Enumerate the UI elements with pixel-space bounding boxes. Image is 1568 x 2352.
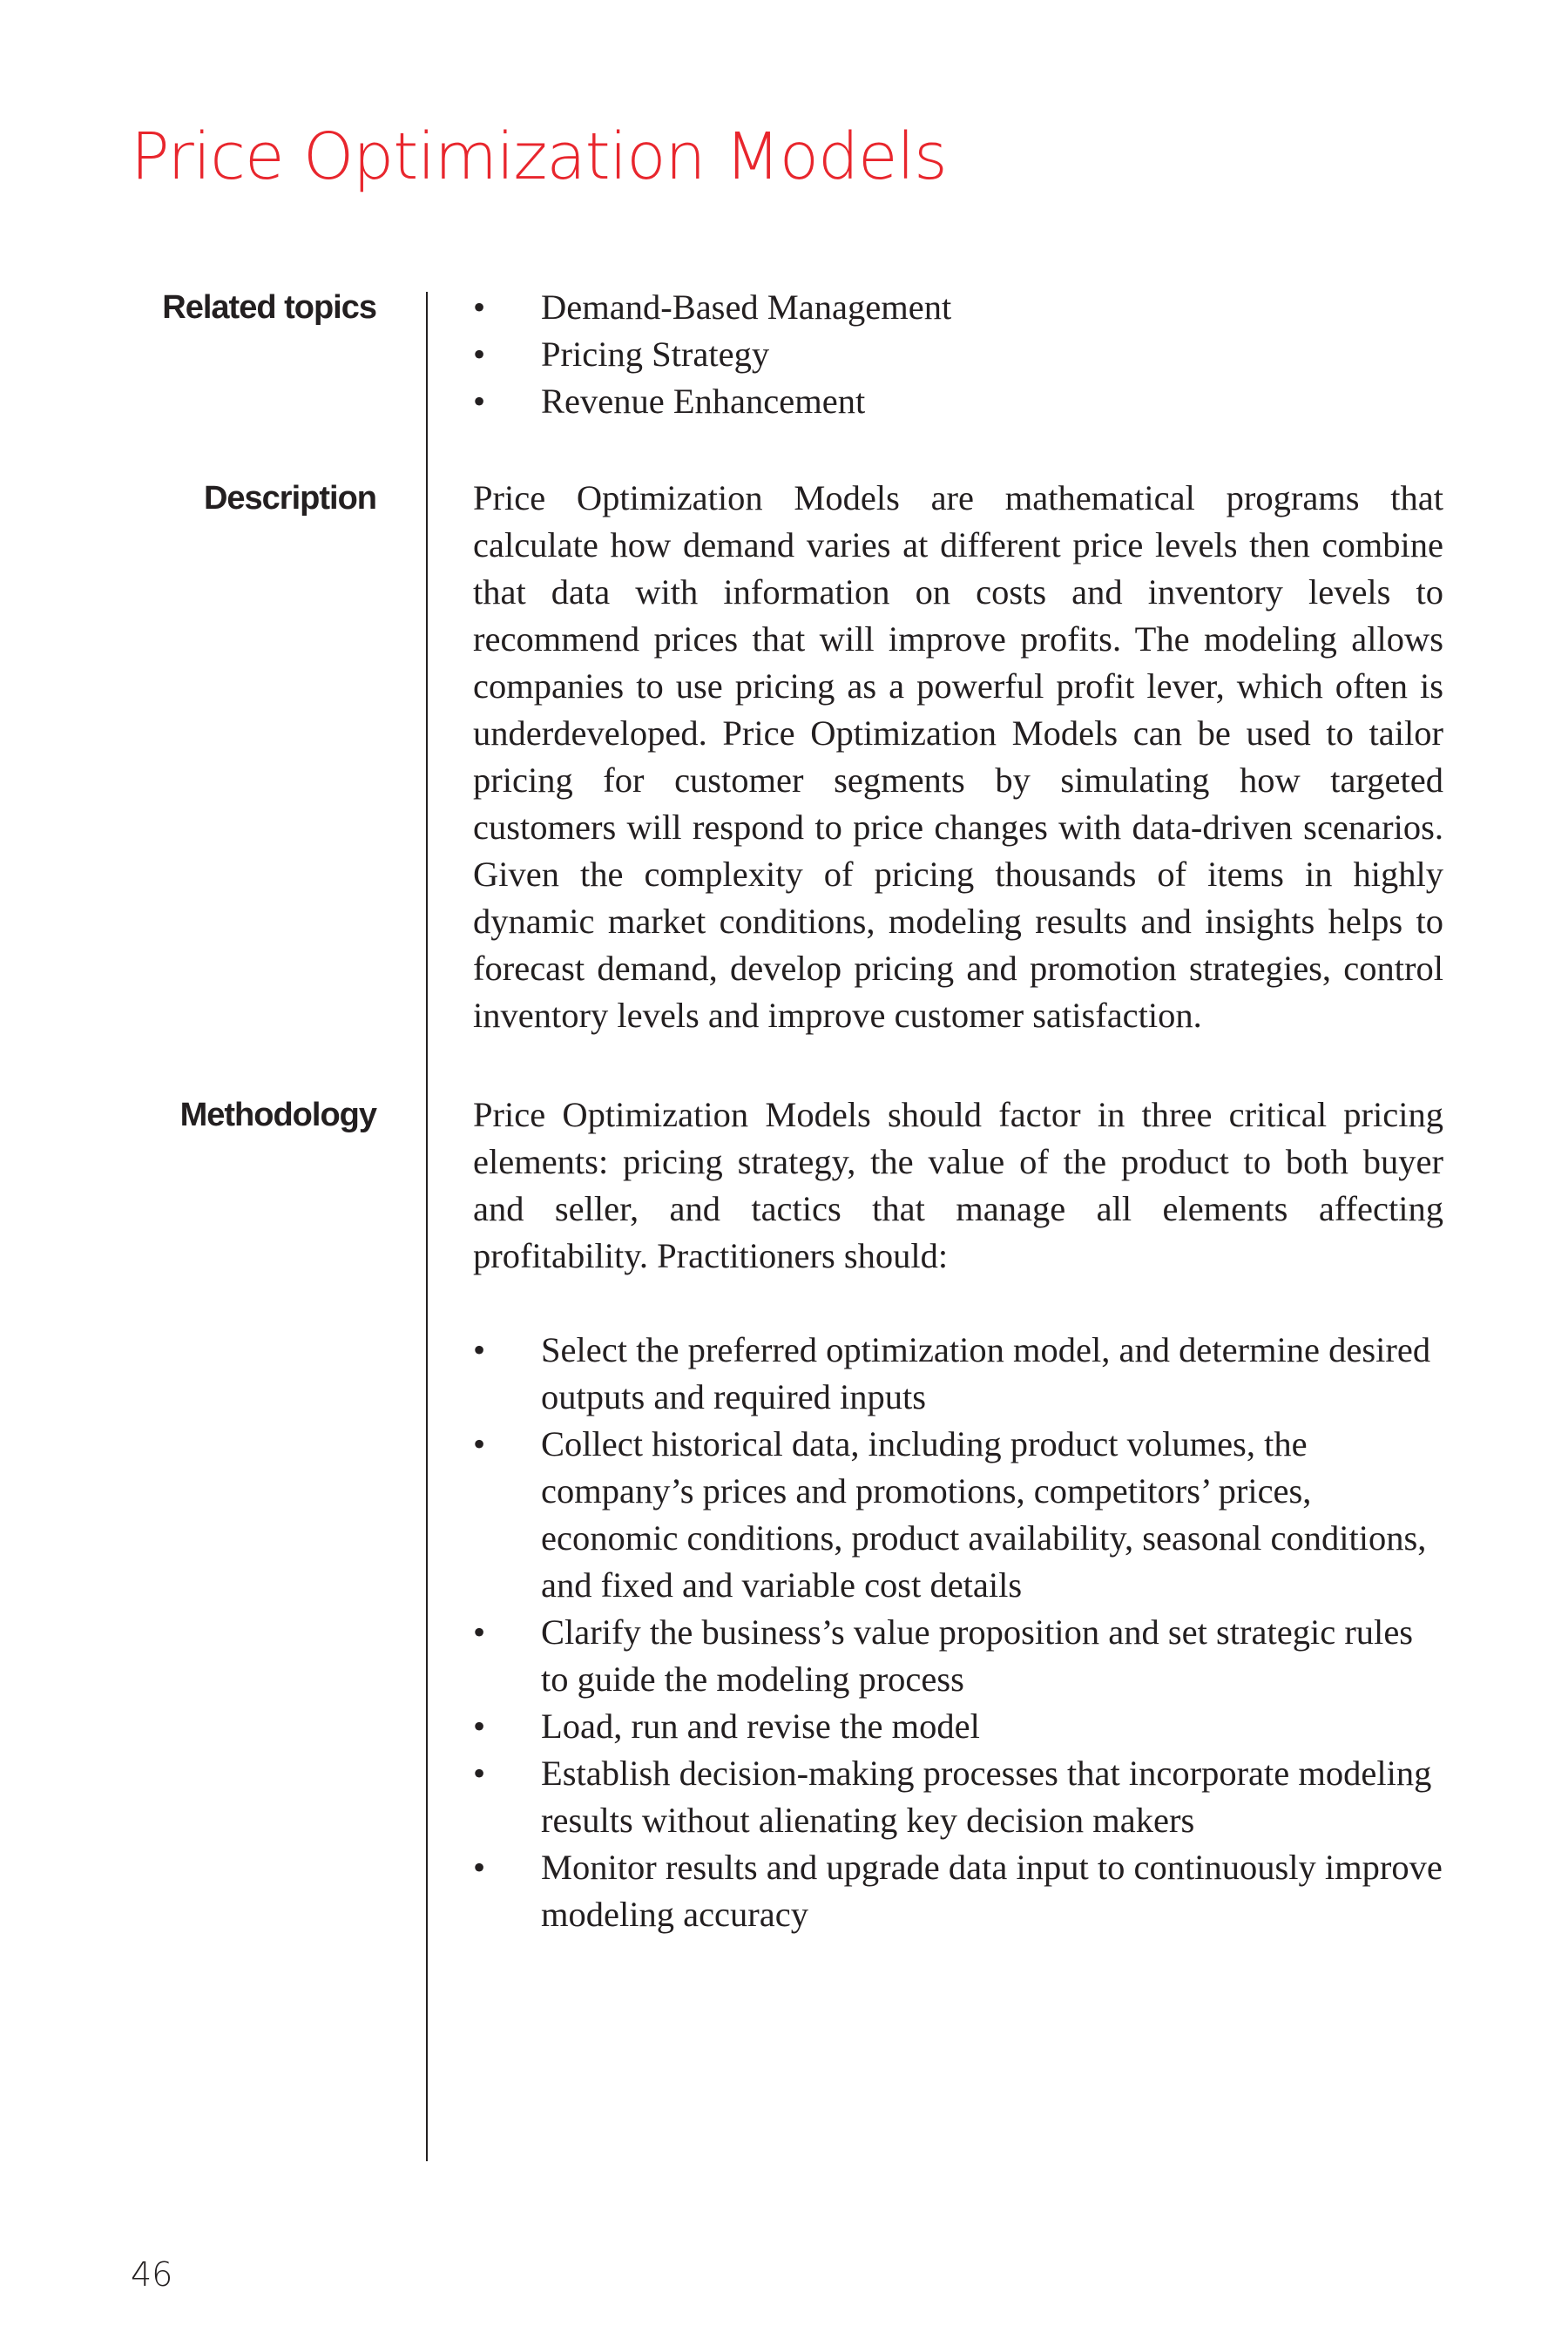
bullet-icon: • [473,382,486,421]
related-topics-label: Related topics [162,289,376,326]
methodology-label: Methodology [179,1097,376,1133]
bullet-icon: • [473,1707,486,1746]
bullet-icon: • [473,1330,486,1369]
bullet-icon: • [473,287,486,327]
page-title: Price Optimization Models [131,119,947,194]
related-topic-item [473,284,1443,331]
methodology-step-text: Load, run and revise the model [541,1707,980,1746]
methodology-step [473,1844,1443,1938]
page-number: 46 [131,2255,173,2294]
related-topics-list [473,284,1443,425]
methodology-step-text: Collect historical data, including product volumes, the company’s prices and promotions, competitors’ prices, economic conditions, product availability, seasonal conditions, and fixed and variable cost details [541,1424,1427,1605]
related-topic-item [473,331,1443,378]
methodology-step-text: Select the preferred optimization model, and determine desired outputs and required inputs [541,1330,1431,1416]
related-topic-text: Revenue Enhancement [541,382,866,421]
section-divider [426,292,428,2161]
bullet-icon: • [473,1612,486,1652]
methodology-step [473,1421,1443,1609]
bullet-icon: • [473,1754,486,1793]
methodology-intro: Price Optimization Models should factor in three critical pricing elements: pricing strategy, the value of the product to both buyer and seller, and tactics that manage all elements affecting profitability. Practitioners should: [473,1095,1443,1275]
methodology-step-text: Establish decision-making processes that incorporate modeling results without alienating key decision makers [541,1754,1432,1840]
methodology-steps [473,1327,1443,1938]
methodology-step [473,1609,1443,1703]
related-topic-text: Pricing Strategy [541,335,770,374]
description-text: Price Optimization Models are mathematical programs that calculate how demand varies at different price levels then combine that data with information on costs and inventory levels to recommend prices that will improve profits. The modeling allows companies to use pricing as a powerful profit lever, which often is underdeveloped. Price Optimization Models can be used to tailor pricing for customer segments by simulating how targeted customers will respond to price changes with data-driven scenarios. Given the complexity of pricing thousands of items in highly dynamic market conditions, modeling results and insights helps to forecast demand, develop pricing and promotion strategies, control inventory levels and improve customer satisfaction. [473,478,1443,1035]
related-topic-item [473,378,1443,425]
related-topic-text: Demand-Based Management [541,287,952,327]
methodology-step [473,1327,1443,1421]
bullet-icon: • [473,335,486,374]
bullet-icon: • [473,1424,486,1463]
methodology-step [473,1703,1443,1750]
methodology-step [473,1750,1443,1844]
methodology-step-text: Monitor results and upgrade data input to continuously improve modeling accuracy [541,1848,1443,1934]
bullet-icon: • [473,1848,486,1887]
description-label: Description [203,480,376,517]
methodology-step-text: Clarify the business’s value proposition and set strategic rules to guide the modeling process [541,1612,1414,1699]
